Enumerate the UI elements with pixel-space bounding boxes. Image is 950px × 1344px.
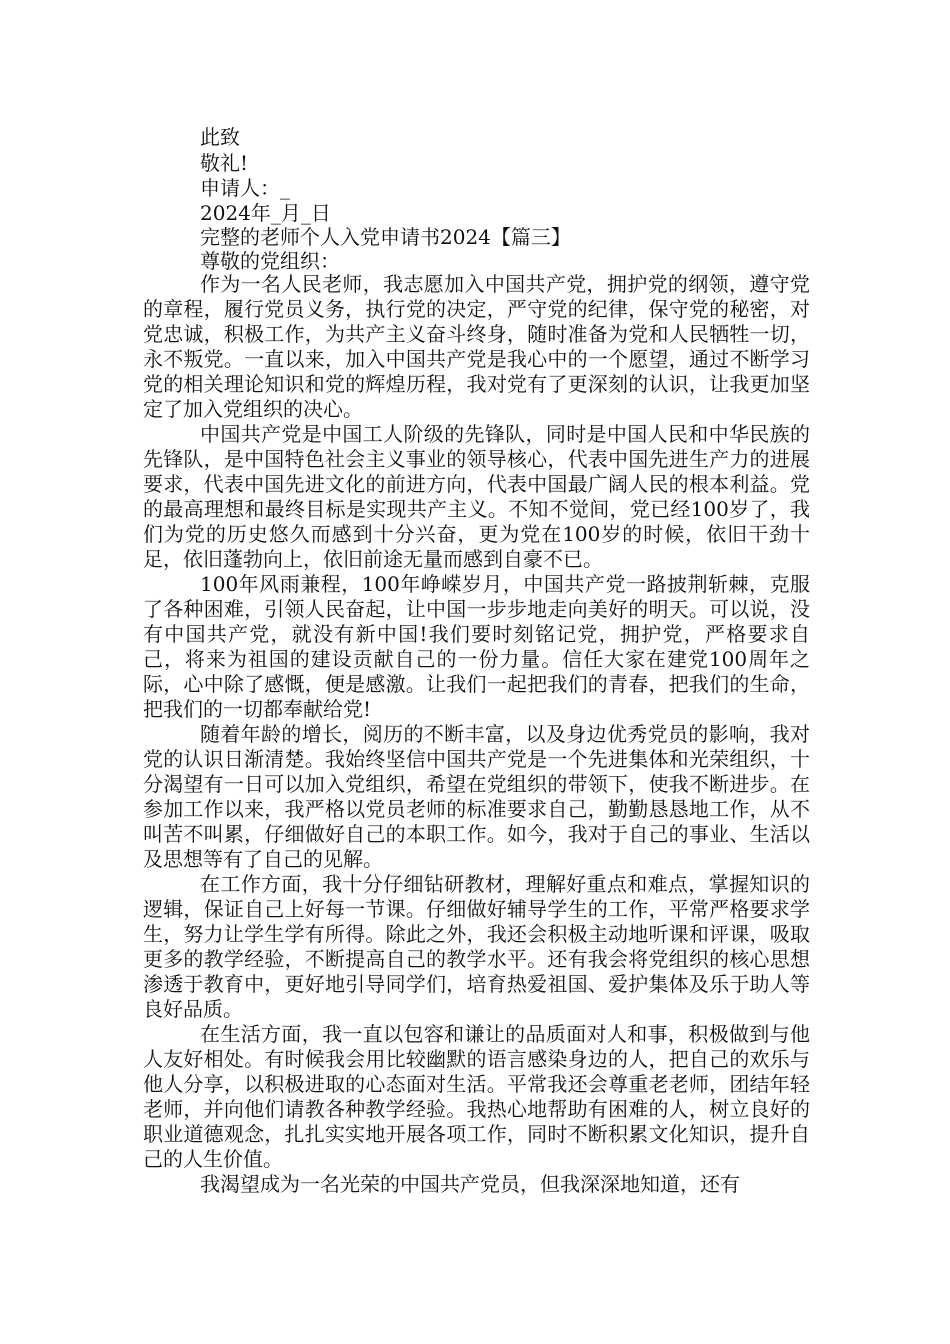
section-title: 完整的老师个人入党申请书2024【篇三】: [200, 225, 571, 249]
date-line: 2024年_月_日: [200, 201, 331, 225]
closing-line: 此致: [200, 125, 240, 149]
paragraph-4: 随着年龄的增长，阅历的不断丰富，以及身边优秀党员的影响，我对党的认识日渐清楚。我始终坚信中国共产党是一个先进集体和光荣组织，十分渴望有一日可以加入党组织，希望在党组织的带领下，使我不断进步。在参加工作以来，我严格以党员老师的标准要求自己，勤勤恳恳地工作，从不叫苦不叫累，仔细做好自己的本职工作。如今，我对于自己的事业、生活以及思想等有了自己的见解。: [143, 722, 810, 871]
letter-body: [143, 272, 810, 1197]
paragraph-1: 作为一名人民老师，我志愿加入中国共产党，拥护党的纲领，遵守党的章程，履行党员义务，执行党的决定，严守党的纪律，保守党的秘密，对党忠诚，积极工作，为共产主义奋斗终身，随时准备为党和人民牺牲一切，永不叛党。一直以来，加入中国共产党是我心中的一个愿望，通过不断学习党的相关理论知识和党的辉煌历程，我对党有了更深刻的认识，让我更加坚定了加入党组织的决心。: [143, 272, 810, 421]
paragraph-5: 在工作方面，我十分仔细钻研教材，理解好重点和难点，掌握知识的逻辑，保证自己上好每一节课。仔细做好辅导学生的工作，平常严格要求学生，努力让学生学有所得。除此之外，我还会积极主动地听课和评课，吸取更多的教学经验，不断提高自己的教学水平。还有我会将党组织的核心思想渗透于教育中，更好地引导同学们，培育热爱祖国、爱护集体及乐于助人等良好品质。: [143, 872, 810, 1021]
paragraph-6: 在生活方面，我一直以包容和谦让的品质面对人和事，积极做到与他人友好相处。有时候我会用比较幽默的语言感染身边的人，把自己的欢乐与他人分享，以积极进取的心态面对生活。平常我还会尊重老老师，团结年轻老师，并向他们请教各种教学经验。我热心地帮助有困难的人，树立良好的职业道德观念，扎扎实实地开展各项工作，同时不断积累文化知识，提升自己的人生价值。: [143, 1022, 810, 1171]
paragraph-3: 100年风雨兼程，100年峥嵘岁月，中国共产党一路披荆斩棘，克服了各种困难，引领人民奋起，让中国一步步地走向美好的明天。可以说，没有中国共产党，就没有新中国!我们要时刻铭记党，拥护党，严格要求自己，将来为祖国的建设贡献自己的一份力量。信任大家在建党100周年之际，心中除了感慨，便是感激。让我们一起把我们的青春，把我们的生命，把我们的一切都奉献给党!: [143, 572, 810, 721]
addressee-line: 尊敬的党组织：: [200, 249, 340, 273]
paragraph-2: 中国共产党是中国工人阶级的先锋队，同时是中国人民和中华民族的先锋队，是中国特色社会主义事业的领导核心，代表中国先进生产力的进展要求，代表中国先进文化的前进方向，代表中国最广阔人民的根本利益。党的最高理想和最终目标是实现共产主义。不知不觉间，党已经100岁了，我们为党的历史悠久而感到十分兴奋，更为党在100岁的时候，依旧干劲十足，依旧蓬勃向上，依旧前途无量而感到自豪不已。: [143, 422, 810, 571]
paragraph-7: 我渴望成为一名光荣的中国共产党员，但我深深地知道，还有: [200, 1172, 740, 1196]
applicant-line: 申请人：_: [200, 176, 290, 200]
salute-line: 敬礼!: [200, 151, 249, 175]
